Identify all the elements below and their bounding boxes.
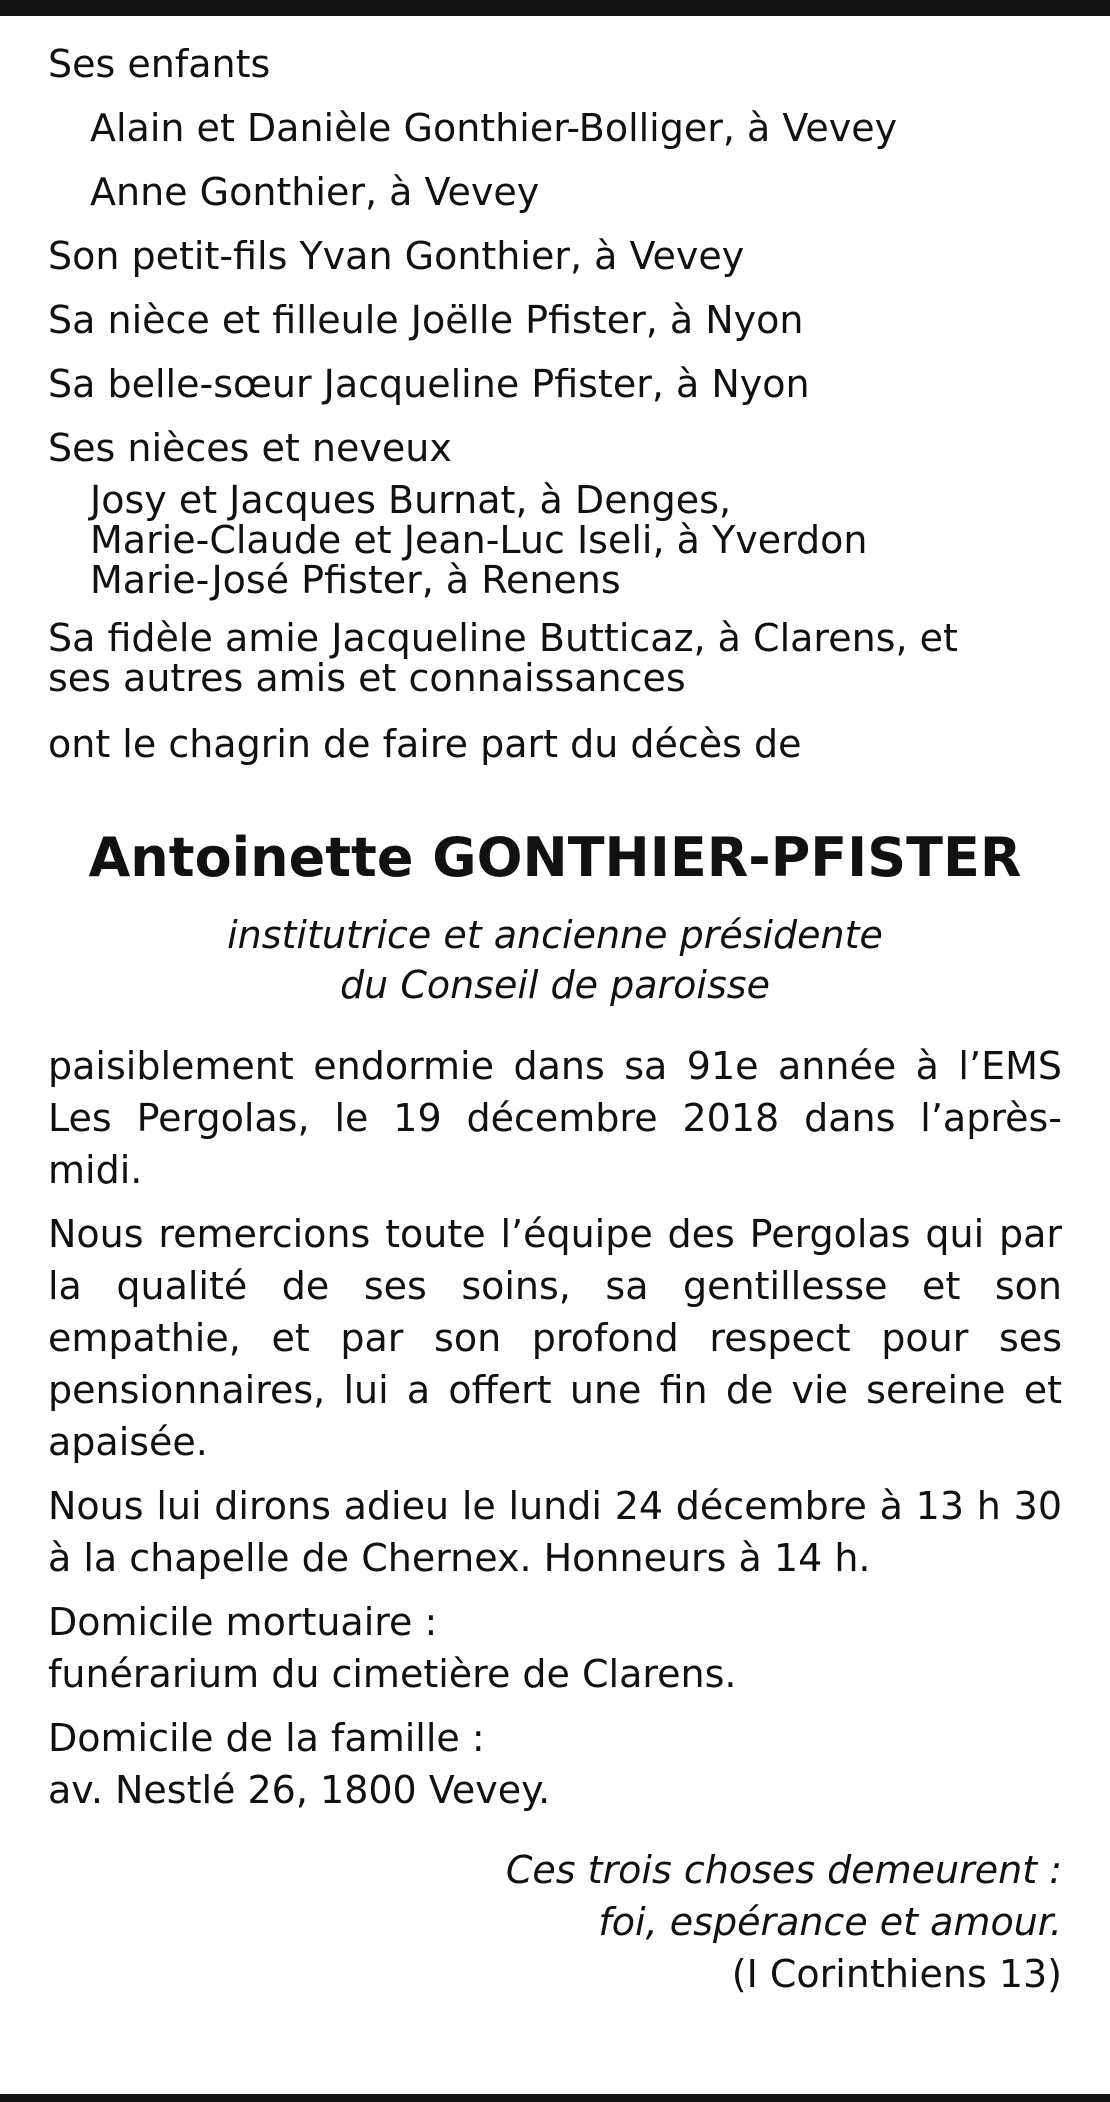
child-entry: Alain et Danièle Gonthier-Bolliger, à Vevey [90, 106, 898, 150]
deceased-role-line: du Conseil de paroisse [340, 963, 770, 1007]
thanks-paragraph: Nous remercions toute l’équipe des Pergolas qui par la qualité de ses soins, sa gentillesse et son empathie, et par son profond respect pour ses pensionnaires, lui a offert une fin de vie sereine et apaisée. [48, 1212, 1062, 1464]
grandson-line: Son petit-fils Yvan Gonthier, à Vevey [48, 234, 745, 278]
mortuary-value: funérarium du cimetière de Clarens. [48, 1652, 737, 1696]
mortuary-label: Domicile mortuaire : [48, 1600, 438, 1644]
quote-line: foi, espérance et amour. [598, 1900, 1062, 1944]
nieces-nephews-heading: Ses nièces et neveux [48, 426, 452, 470]
deceased-role-line: institutrice et ancienne présidente [227, 913, 883, 957]
niece-goddaughter-line: Sa nièce et filleule Joëlle Pfister, à Nyon [48, 298, 804, 342]
friend-line: Sa fidèle amie Jacqueline Butticaz, à Clarens, et [48, 616, 958, 660]
death-notice-paragraph: paisiblement endormie dans sa 91e année à l’EMS Les Pergolas, le 19 décembre 2018 dans l’après-midi. [48, 1044, 1062, 1192]
niece-nephew-entry: Marie-José Pfister, à Renens [90, 558, 621, 602]
bottom-border-rule [0, 2094, 1110, 2102]
top-border-rule [0, 0, 1110, 16]
children-heading: Ses enfants [48, 42, 271, 86]
sister-in-law-line: Sa belle-sœur Jacqueline Pfister, à Nyon [48, 362, 810, 406]
obituary-notice [48, 38, 1062, 2000]
family-home-value: av. Nestlé 26, 1800 Vevey. [48, 1768, 551, 1812]
family-home-label: Domicile de la famille : [48, 1716, 485, 1760]
ceremony-paragraph: Nous lui dirons adieu le lundi 24 décembre à 13 h 30 à la chapelle de Chernex. Honneurs à 14 h. [48, 1484, 1062, 1580]
deceased-role [48, 910, 1062, 1010]
quote-line: Ces trois choses demeurent : [505, 1848, 1062, 1892]
child-entry: Anne Gonthier, à Vevey [90, 170, 540, 214]
announcement-line: ont le chagrin de faire part du décès de [48, 722, 802, 766]
deceased-name: Antoinette GONTHIER-PFISTER [88, 826, 1022, 889]
bible-quote [48, 1844, 1062, 2000]
niece-nephew-entry: Josy et Jacques Burnat, à Denges, [90, 478, 732, 522]
niece-nephew-entry: Marie-Claude et Jean-Luc Iseli, à Yverdon [90, 518, 868, 562]
quote-source: (I Corinthiens 13) [731, 1952, 1062, 1996]
friends-acquaintances-line: ses autres amis et connaissances [48, 656, 686, 700]
